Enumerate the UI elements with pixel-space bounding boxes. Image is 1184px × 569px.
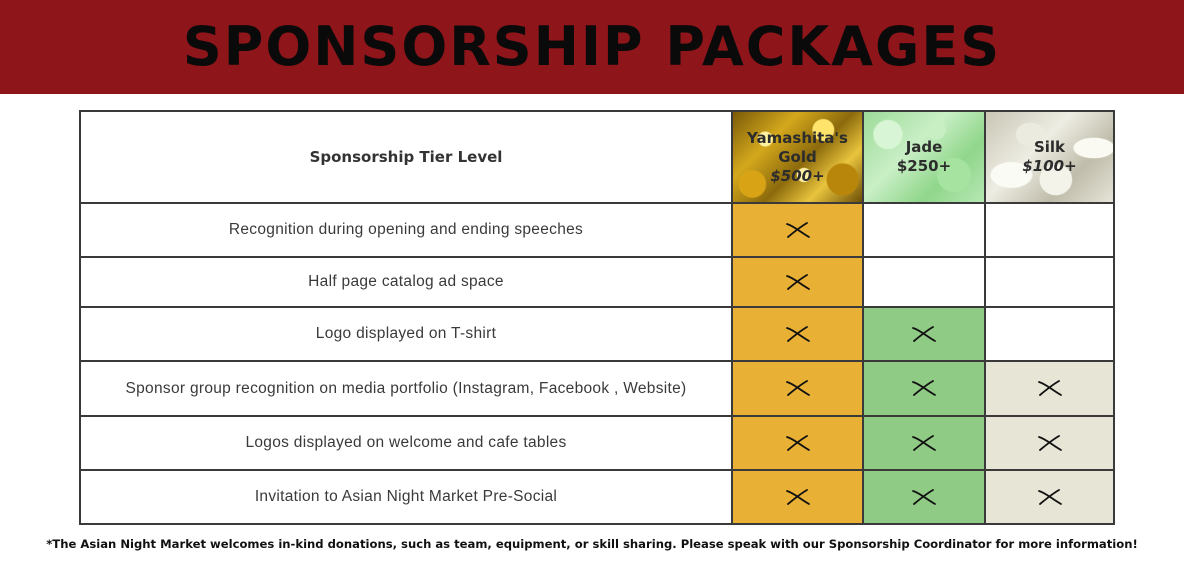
tier-cell-gold — [732, 257, 863, 307]
sponsorship-table — [79, 110, 1115, 525]
header-label-cell — [80, 111, 732, 203]
tier-name-silk: Silk — [1033, 138, 1066, 156]
tier-cell-jade — [863, 203, 985, 257]
tier-cell-jade — [863, 307, 985, 361]
table-row — [80, 416, 1114, 470]
x-mark-icon — [785, 221, 811, 239]
tier-cell-gold — [732, 470, 863, 524]
tier-cell-silk — [985, 307, 1114, 361]
x-mark-icon — [1037, 379, 1063, 397]
table-row — [80, 203, 1114, 257]
tier-cell-jade — [863, 470, 985, 524]
x-mark-icon — [911, 488, 937, 506]
x-mark-icon — [1037, 488, 1063, 506]
tier-cell-silk — [985, 416, 1114, 470]
x-mark-icon — [785, 273, 811, 291]
feature-label: Logo displayed on T-shirt — [80, 307, 732, 361]
table-body — [80, 203, 1114, 524]
tier-cell-gold — [732, 416, 863, 470]
tier-cell-gold — [732, 361, 863, 416]
x-mark-icon — [1037, 434, 1063, 452]
tier-cell-jade — [863, 257, 985, 307]
x-mark-icon — [785, 325, 811, 343]
tier-cell-silk — [985, 203, 1114, 257]
x-mark-icon — [911, 379, 937, 397]
tier-cell-jade — [863, 361, 985, 416]
header-label: Sponsorship Tier Level — [309, 147, 503, 166]
table-row — [80, 307, 1114, 361]
tier-price-silk: $100+ — [1022, 157, 1077, 175]
feature-label: Sponsor group recognition on media portfolio (Instagram, Facebook , Website) — [80, 361, 732, 416]
feature-label: Recognition during opening and ending speeches — [80, 203, 732, 257]
feature-label: Invitation to Asian Night Market Pre-Social — [80, 470, 732, 524]
tier-header-silk — [985, 111, 1114, 203]
x-mark-icon — [911, 325, 937, 343]
tier-cell-gold — [732, 307, 863, 361]
table-row — [80, 361, 1114, 416]
tier-name-gold: Yamashita's Gold — [747, 128, 848, 166]
tier-cell-silk — [985, 470, 1114, 524]
tier-name-jade: Jade — [905, 138, 943, 156]
footnote: *The Asian Night Market welcomes in-kind donations, such as team, equipment, or skill sharing. Please speak with our Sponsorship Coordinator for more information! — [46, 537, 1138, 551]
tier-price-jade: $250+ — [896, 157, 952, 175]
tier-cell-silk — [985, 361, 1114, 416]
page-title: SPONSORSHIP PACKAGES — [182, 15, 1002, 78]
x-mark-icon — [785, 379, 811, 397]
feature-label: Logos displayed on welcome and cafe tables — [80, 416, 732, 470]
tier-cell-gold — [732, 203, 863, 257]
table-row — [80, 257, 1114, 307]
x-mark-icon — [785, 488, 811, 506]
tier-cell-jade — [863, 416, 985, 470]
tier-header-gold — [732, 111, 863, 203]
tier-header-jade — [863, 111, 985, 203]
feature-label: Half page catalog ad space — [80, 257, 732, 307]
title-banner — [0, 0, 1184, 94]
x-mark-icon — [911, 434, 937, 452]
tier-price-gold: $500+ — [770, 166, 825, 185]
table-row — [80, 470, 1114, 524]
tier-cell-silk — [985, 257, 1114, 307]
table-header-row — [80, 111, 1114, 203]
x-mark-icon — [785, 434, 811, 452]
